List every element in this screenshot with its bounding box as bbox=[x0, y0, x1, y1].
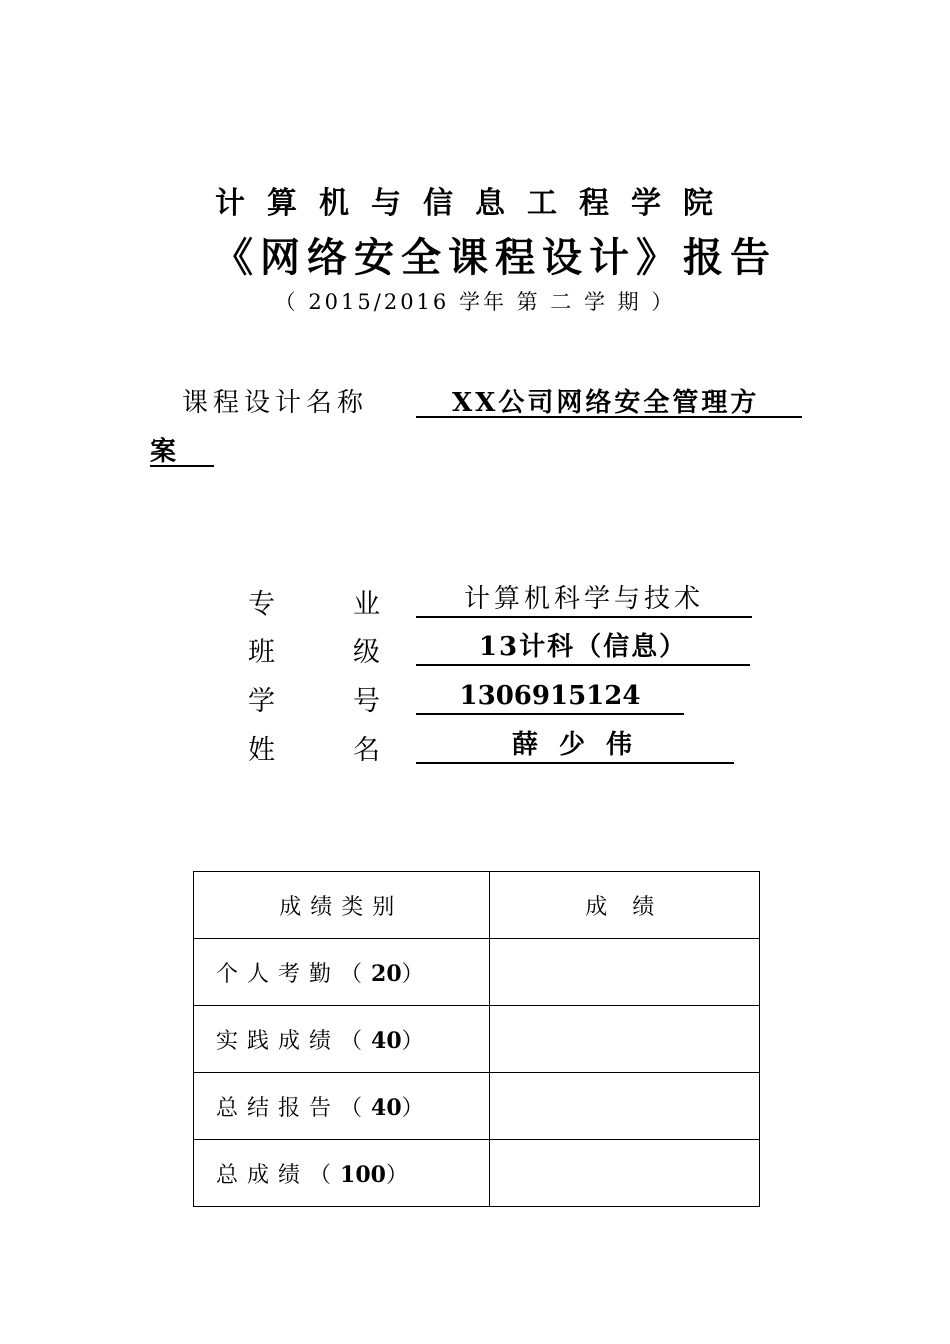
category-label: 总成绩（ bbox=[216, 1162, 341, 1188]
score-cell[interactable] bbox=[489, 1073, 759, 1140]
score-table-header bbox=[194, 872, 760, 939]
category-cell bbox=[194, 939, 490, 1006]
name-label-char1: 姓 bbox=[248, 735, 275, 766]
category-cell bbox=[194, 1006, 490, 1073]
student-id-label bbox=[248, 679, 380, 718]
class-value: 13计科（信息） bbox=[416, 630, 750, 666]
class-label-char2: 级 bbox=[353, 637, 380, 668]
design-name-value-line2: 案 bbox=[150, 431, 214, 467]
category-close: ） bbox=[401, 1028, 433, 1054]
score-cell[interactable] bbox=[489, 939, 759, 1006]
header-category: 成绩类别 bbox=[194, 872, 490, 939]
category-points: 40 bbox=[371, 1094, 402, 1121]
class-label-char1: 班 bbox=[248, 637, 275, 668]
category-label: 个人考勤（ bbox=[216, 961, 372, 987]
class-label bbox=[248, 630, 380, 669]
major-label-char1: 专 bbox=[248, 589, 275, 620]
category-label: 总结报告（ bbox=[216, 1095, 372, 1121]
student-id-label-char1: 学 bbox=[248, 686, 275, 717]
table-row bbox=[194, 939, 760, 1006]
score-cell[interactable] bbox=[489, 1140, 759, 1207]
table-row bbox=[194, 1140, 760, 1207]
design-name-value-line1: XX公司网络安全管理方 bbox=[416, 382, 802, 418]
design-name-label: 课程设计名称 bbox=[182, 388, 369, 418]
major-value: 计算机科学与技术 bbox=[416, 582, 752, 618]
table-row bbox=[194, 1073, 760, 1140]
college-name: 计算机与信息工程学院 bbox=[215, 186, 735, 221]
report-title: 《网络安全课程设计》报告 bbox=[213, 235, 777, 281]
major-label-char2: 业 bbox=[353, 589, 380, 620]
category-points: 40 bbox=[371, 1027, 402, 1054]
name-value: 薛 少 伟 bbox=[416, 728, 734, 764]
category-cell bbox=[194, 1140, 490, 1207]
name-label-char2: 名 bbox=[353, 735, 380, 766]
category-label: 实践成绩（ bbox=[216, 1028, 372, 1054]
category-close: ） bbox=[401, 1095, 433, 1121]
category-points: 100 bbox=[340, 1161, 386, 1188]
score-cell[interactable] bbox=[489, 1006, 759, 1073]
student-id-label-char2: 号 bbox=[353, 686, 380, 717]
major-label bbox=[248, 582, 380, 621]
category-cell bbox=[194, 1073, 490, 1140]
category-close: ） bbox=[385, 1162, 417, 1188]
table-row bbox=[194, 1006, 760, 1073]
category-points: 20 bbox=[371, 960, 402, 987]
term-line: （ 2015/2016 学年 第 二 学 期 ） bbox=[274, 290, 676, 314]
header-score: 成 绩 bbox=[489, 872, 759, 939]
score-table bbox=[193, 871, 760, 1207]
category-close: ） bbox=[401, 961, 433, 987]
student-id-value: 1306915124 bbox=[416, 679, 684, 715]
name-label bbox=[248, 728, 380, 767]
